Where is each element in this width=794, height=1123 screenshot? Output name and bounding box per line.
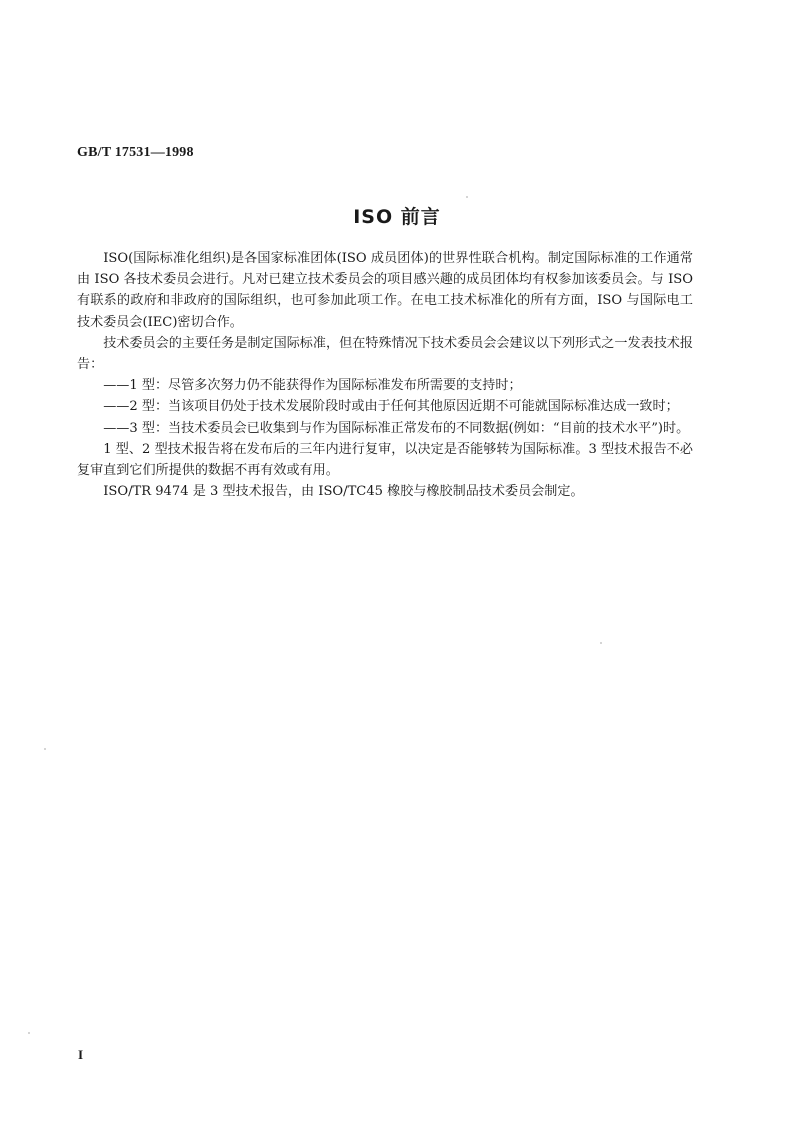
list-item-type-1: ——1 型：尽管多次努力仍不能获得作为国际标准发布所需要的支持时；	[103, 378, 522, 394]
paragraph-iso-intro: ISO(国际标准化组织)是各国家标准团体(ISO 成员团体)的世界性联合机构。制定国际标准的工作通常由 ISO 各技术委员会进行。凡对已建立技术委员会的项目感兴趣的成员团体均有权参加该委员会。与 ISO 有联系的政府和非政府的国际组织，也可参加此项工作。在电工技术标准化的所有方面，ISO 与国际电工技术委员会(IEC)密切合作。	[77, 251, 693, 330]
paragraph-tc-tasks: 技术委员会的主要任务是制定国际标准，但在特殊情况下技术委员会会建议以下列形式之一发表技术报告：	[77, 335, 693, 373]
list-item-type-3: ——3 型：当技术委员会已收集到与作为国际标准正常发布的不同数据(例如：“目前的技术水平”)时。	[103, 420, 690, 436]
scan-speck	[600, 642, 602, 644]
page-title: ISO 前言	[353, 206, 441, 228]
paragraph-review: 1 型、2 型技术报告将在发布后的三年内进行复审，以决定是否能够转为国际标准。3 型技术报告不必复审直到它们所提供的数据不再有效或有用。	[77, 441, 693, 479]
body-text	[77, 248, 693, 502]
page-number: I	[78, 1047, 84, 1062]
scan-speck	[44, 748, 46, 750]
paragraph-iso-tr: ISO/TR 9474 是 3 型技术报告，由 ISO/TC45 橡胶与橡胶制品技术委员会制定。	[103, 484, 584, 500]
list-item-type-2: ——2 型：当该项目仍处于技术发展阶段时或由于任何其他原因近期不可能就国际标准达成一致时；	[103, 399, 679, 415]
document-code: GB/T 17531—1998	[77, 145, 194, 160]
scan-speck	[466, 196, 468, 198]
scan-speck	[28, 1032, 30, 1034]
